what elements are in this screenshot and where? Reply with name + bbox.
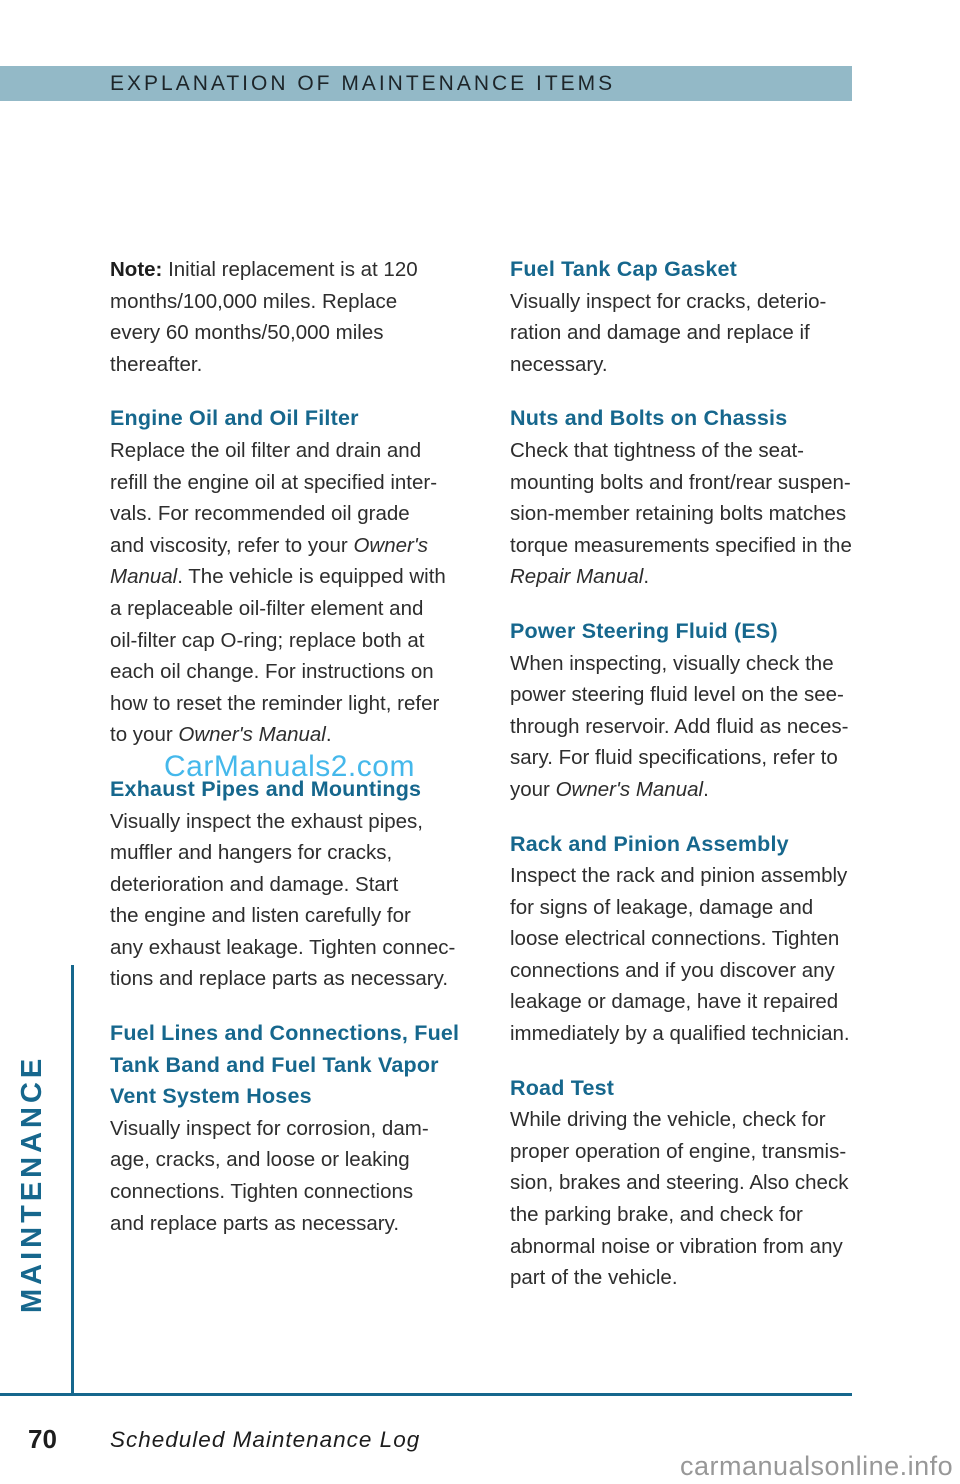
sidebar-tab-maintenance: MAINTENANCE <box>16 1054 48 1314</box>
right-column <box>510 254 855 1294</box>
section-body: While driving the vehicle, check for proper operation of engine, transmis- sion, brakes and steering. Also check the parking brake, and check for abnormal noise or vibration from any part of the vehicle. <box>510 1108 849 1290</box>
footer-title: Scheduled Maintenance Log <box>110 1427 421 1452</box>
left-column <box>110 254 460 1239</box>
section-heading: Exhaust Pipes and Mountings <box>110 776 422 801</box>
section-nuts-bolts <box>510 403 855 593</box>
note-paragraph: Note: Initial replacement is at 120 months/100,000 miles. Replace every 60 months/50,000 miles thereafter. <box>110 258 418 376</box>
section-heading: Fuel Tank Cap Gasket <box>510 257 738 281</box>
section-fuel-lines <box>110 1018 460 1239</box>
section-engine-oil <box>110 403 450 751</box>
section-heading: Fuel Lines and Connections, Fuel Tank Band and Fuel Tank Vapor Vent System Hoses <box>110 1021 460 1109</box>
section-body: When inspecting, visually check the power steering fluid level on the see- through reservoir. Add fluid as neces- sary. For fluid specifications, refer to your Owner's Manual. <box>510 651 849 801</box>
section-body: Inspect the rack and pinion assembly for signs of leakage, damage and loose electrical connections. Tighten connections and if you discover any leakage or damage, have it repaired immediately by a qualified technician. <box>510 864 850 1046</box>
section-body: Check that tightness of the seat- mounting bolts and front/rear suspen- sion-member retaining bolts matches torque measurements specified in the Repair Manual. <box>510 438 852 589</box>
watermark-carmanuals2: CarManuals2.com <box>164 750 415 783</box>
section-fuel-tank-cap <box>510 254 855 380</box>
footer-rule <box>0 1393 852 1396</box>
section-exhaust-pipes <box>110 774 456 995</box>
section-heading: Engine Oil and Oil Filter <box>110 406 359 431</box>
section-body: Replace the oil filter and drain and refill the engine oil at specified inter- vals. For recommended oil grade and viscosity, refer to your Owner's Manual. The vehicle is equipped with a replaceable oil-filter element and oil-filter cap O-ring; replace both at each oil change. For instructions on how to reset the reminder light, refer to your Owner's Manual. <box>110 438 446 747</box>
section-heading: Power Steering Fluid (ES) <box>510 618 778 643</box>
section-heading: Rack and Pinion Assembly <box>510 831 789 856</box>
watermark-carmanualsonline: carmanualsonline.info <box>680 1451 954 1481</box>
section-body: Visually inspect for cracks, deterio- ration and damage and replace if necessary. <box>510 289 827 376</box>
section-road-test <box>510 1073 855 1294</box>
section-heading: Road Test <box>510 1075 615 1100</box>
section-heading: Nuts and Bolts on Chassis <box>510 406 788 431</box>
section-power-steering <box>510 616 855 806</box>
page-title: EXPLANATION OF MAINTENANCE ITEMS <box>110 72 616 95</box>
section-body: Visually inspect for corrosion, dam- age, cracks, and loose or leaking connections. Tighten connections and replace parts as necessary. <box>110 1116 429 1235</box>
header-band <box>0 66 852 101</box>
section-rack-pinion <box>510 829 855 1050</box>
section-body: Visually inspect the exhaust pipes, muffler and hangers for cracks, deterioration and damage. Start the engine and listen carefully for any exhaust leakage. Tighten connec- tions and replace parts as necessary. <box>110 809 456 991</box>
page-number: 70 <box>28 1424 57 1454</box>
sidebar-rule <box>71 965 74 1395</box>
